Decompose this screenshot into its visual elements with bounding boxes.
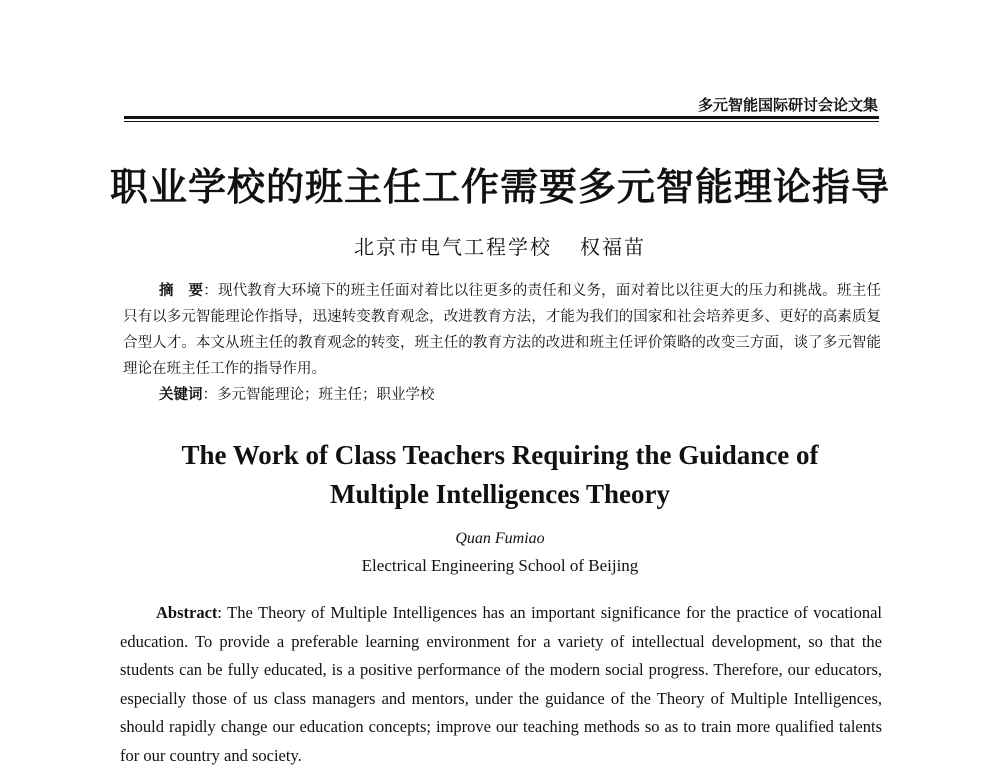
- header-rule-thin: [124, 121, 879, 122]
- chinese-keywords: [123, 382, 881, 408]
- english-abstract-label: Abstract: [156, 603, 218, 622]
- chinese-abstract-text: ：现代教育大环境下的班主任面对着比以往更多的责任和义务，面对着比以往更大的压力和挑战。班主任只有以多元智能理论作指导，迅速转变教育观念，改进教育方法，才能为我们的国家和社会培养更多、更好的高素质复合型人才。本文从班主任的教育观念的转变，班主任的教育方法的改进和班主任评价策略的改变三方面，谈了多元智能理论在班主任工作的指导作用。: [123, 283, 881, 377]
- english-title-line1: The Work of Class Teachers Requiring the Guidance of: [181, 440, 819, 470]
- english-affiliation: Electrical Engineering School of Beijing: [361, 556, 639, 575]
- chinese-abstract: [123, 278, 881, 408]
- chinese-author-name: 权福苗: [580, 235, 646, 259]
- english-abstract-paragraph: [120, 599, 882, 770]
- chinese-abstract-paragraph: [123, 278, 881, 382]
- chinese-abstract-label: 摘 要: [159, 283, 204, 299]
- chinese-title: 职业学校的班主任工作需要多元智能理论指导: [109, 165, 890, 209]
- collection-title: 多元智能国际研讨会论文集: [697, 96, 878, 114]
- chinese-keywords-text: ：多元智能理论；班主任；职业学校: [202, 387, 435, 403]
- header-rule-thick: [124, 116, 879, 119]
- chinese-author-line: [0, 231, 1000, 260]
- english-author: Quan Fumiao: [455, 530, 545, 547]
- english-title-line2: Multiple Intelligences Theory: [330, 479, 670, 509]
- english-title: [0, 436, 1000, 514]
- chinese-affiliation: 北京市电气工程学校: [354, 235, 552, 259]
- english-abstract-text: : The Theory of Multiple Intelligences has an important significance for the practice of vocational education. To provide a preferable learning environment for a variety of intellectual development, so that the students can be fully educated, is a positive performance of the modern social progress. Therefore, our educators, especially those of us class managers and mentors, under the guidance of the Theory of Multiple Intelligences, should rapidly change our education concepts; improve our teaching methods so as to train more qualified talents for our country and society.: [120, 603, 882, 765]
- chinese-keywords-label: 关键词: [159, 387, 203, 403]
- english-abstract: [120, 599, 882, 770]
